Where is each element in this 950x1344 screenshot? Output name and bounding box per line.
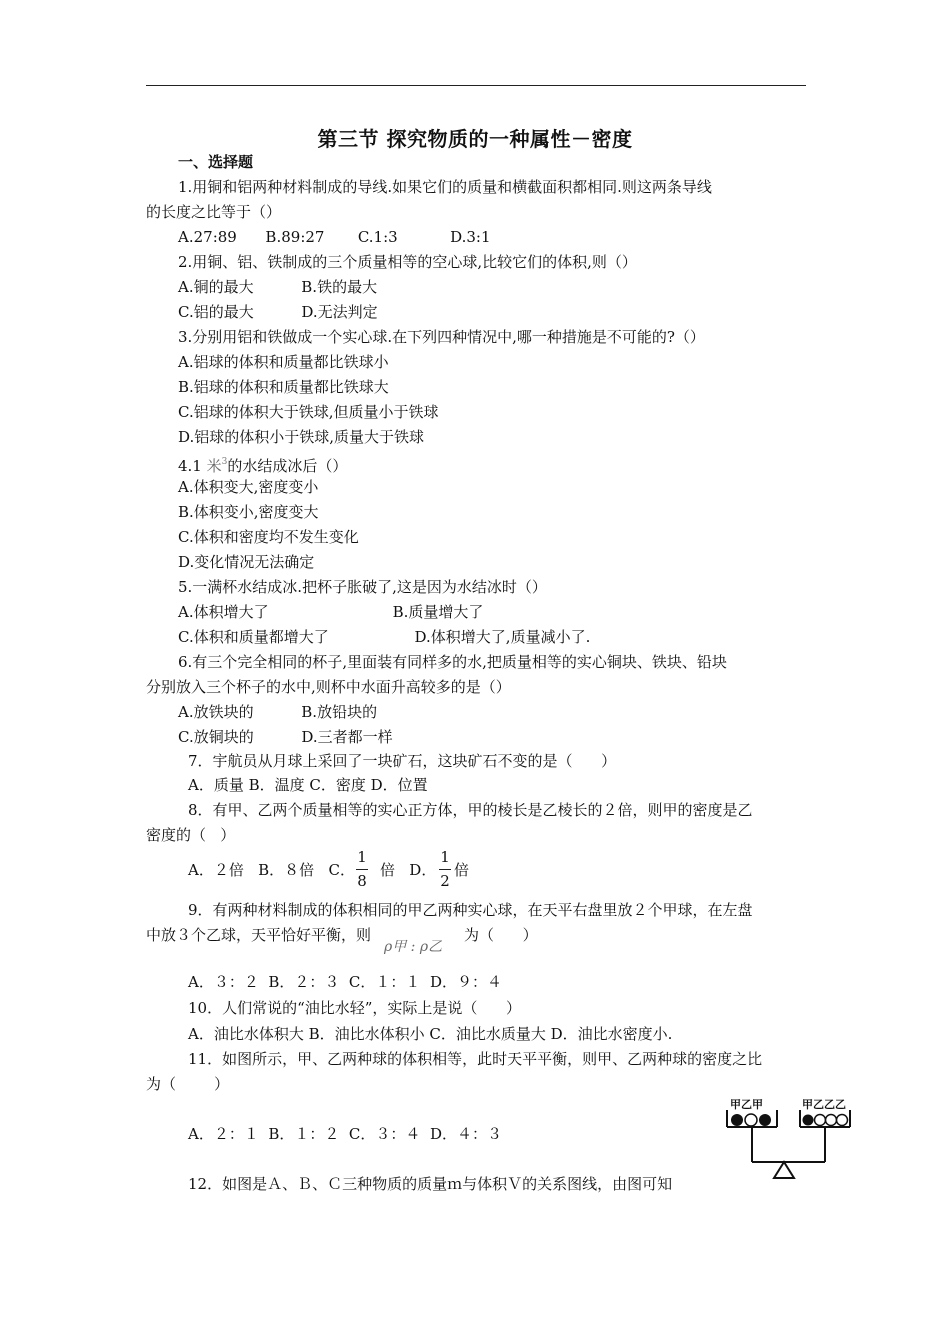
q4-unit: 米 [206, 457, 222, 475]
q4-suffix: 的水结成冰后（） [227, 457, 348, 475]
q2-options-ab: A.铜的最大 B.铁的最大 [178, 278, 378, 296]
q8-option-c-tail: 倍 D． [380, 861, 437, 879]
fraction-bar [439, 869, 451, 870]
q10-stem: 10．人们常说的“油比水轻”，实际上是说（ ） [188, 999, 522, 1017]
q8-line1: 8．有甲、乙两个质量相等的实心正方体，甲的棱长是乙棱长的２倍，则甲的密度是乙 [188, 801, 753, 819]
q2-options-cd: C.铝的最大 D.无法判定 [178, 303, 378, 321]
q4-unit-exponent: 3 [221, 457, 228, 467]
q3-option-b: B.铝球的体积和质量都比铁球大 [178, 378, 389, 396]
q9-line1: 9．有两种材料制成的体积相同的甲乙两种实心球，在天平右盘里放２个甲球，在左盘 [188, 901, 753, 919]
q5-options-cd: C.体积和质量都增大了 D.体积增大了,质量减小了. [178, 628, 591, 646]
q1-options: A.27:89 B.89:27 C.1:3 D.3:1 [178, 228, 491, 246]
q11-options: A．２：１ B．１：２ C．３：４ D．４：３ [188, 1125, 502, 1143]
q12-stem: 12．如图是Ａ、Ｂ、Ｃ三种物质的质量ｍ与体积Ｖ的关系图线，由图可知 [188, 1175, 673, 1193]
q3-stem: 3.分别用铝和铁做成一个实心球.在下列四种情况中,哪一种措施是不可能的?（） [178, 328, 705, 346]
q4-option-c: C.体积和密度均不发生变化 [178, 528, 359, 546]
ball-yi [815, 1115, 826, 1126]
right-pan [800, 1110, 850, 1127]
q3-option-d: D.铝球的体积小于铁球,质量大于铁球 [178, 428, 425, 446]
q4-option-a: A.体积变大,密度变小 [178, 478, 319, 496]
ball-jia [759, 1114, 771, 1126]
q8-fraction-c-numerator: 1 [357, 848, 367, 866]
q6-line1: 6.有三个完全相同的杯子,里面装有同样多的水,把质量相等的实心铜块、铁块、铅块 [178, 653, 727, 671]
q8-option-ab: A．２倍 B．８倍 C． [188, 861, 355, 879]
q4-option-d: D.变化情况无法确定 [178, 553, 315, 571]
q5-options-ab: A.体积增大了 B.质量增大了 [178, 603, 484, 621]
q8-option-d-tail: 倍 [454, 861, 470, 879]
q8-fraction-d-denominator: 2 [440, 872, 450, 890]
q8-fraction-d-numerator: 1 [440, 848, 450, 866]
ball-jia [803, 1115, 814, 1126]
q9-line2-start: 中放３个乙球，天平恰好平衡，则 [146, 926, 372, 944]
q6-options-cd: C.放铜块的 D.三者都一样 [178, 728, 393, 746]
left-pan [727, 1110, 777, 1127]
section-heading: 一、选择题 [178, 153, 254, 171]
q5-stem: 5.一满杯水结成冰.把杯子胀破了,这是因为水结冰时（） [178, 578, 547, 596]
balance-figure [720, 1092, 860, 1184]
ball-yi [745, 1114, 757, 1126]
q9-density-ratio: ρ甲 : ρ乙 [384, 939, 443, 955]
q8-line2: 密度的（ ） [146, 826, 236, 844]
q1-line1: 1.用铜和铝两种材料制成的导线.如果它们的质量和横截面积都相同.则这两条导线 [178, 178, 712, 196]
q6-line2: 分别放入三个杯子的水中,则杯中水面升高较多的是（） [146, 678, 511, 696]
q3-option-c: C.铝球的体积大于铁球,但质量小于铁球 [178, 403, 439, 421]
ball-yi [826, 1115, 837, 1126]
q11-line2: 为（ ） [146, 1075, 230, 1093]
balance-stand [752, 1127, 825, 1178]
q7-stem: 7．宇航员从月球上采回了一块矿石，这块矿石不变的是（ ） [188, 752, 617, 770]
q3-option-a: A.铝球的体积和质量都比铁球小 [178, 353, 389, 371]
q6-options-ab: A.放铁块的 B.放铅块的 [178, 703, 378, 721]
page-title: 第三节 探究物质的一种属性－密度 [317, 127, 633, 151]
q8-fraction-c-denominator: 8 [357, 872, 367, 890]
balance-left-label: 甲乙甲 [730, 1098, 763, 1111]
header-rule [146, 85, 806, 86]
q9-options: A．３：２ B．２：３ C．１：１ D．９：４ [188, 973, 502, 991]
q7-options: A．质量 B．温度 C．密度 D．位置 [188, 776, 428, 794]
q4-option-b: B.体积变小,密度变大 [178, 503, 319, 521]
fraction-bar [356, 869, 368, 870]
q2-stem: 2.用铜、铝、铁制成的三个质量相等的空心球,比较它们的体积,则（） [178, 253, 637, 271]
q10-options: A．油比水体积大 B．油比水体积小 C．油比水质量大 D．油比水密度小. [188, 1025, 673, 1043]
q4-stem [178, 452, 347, 476]
q4-prefix: 4.1 [178, 457, 207, 475]
q9-line2-end: 为（ ） [464, 926, 538, 944]
ball-jia [731, 1114, 743, 1126]
q11-line1: 11．如图所示，甲、乙两种球的体积相等，此时天平平衡，则甲、乙两种球的密度之比 [188, 1050, 763, 1068]
q1-line2: 的长度之比等于（） [146, 203, 282, 221]
balance-right-label: 甲乙乙乙 [802, 1098, 846, 1111]
ball-yi [837, 1115, 848, 1126]
